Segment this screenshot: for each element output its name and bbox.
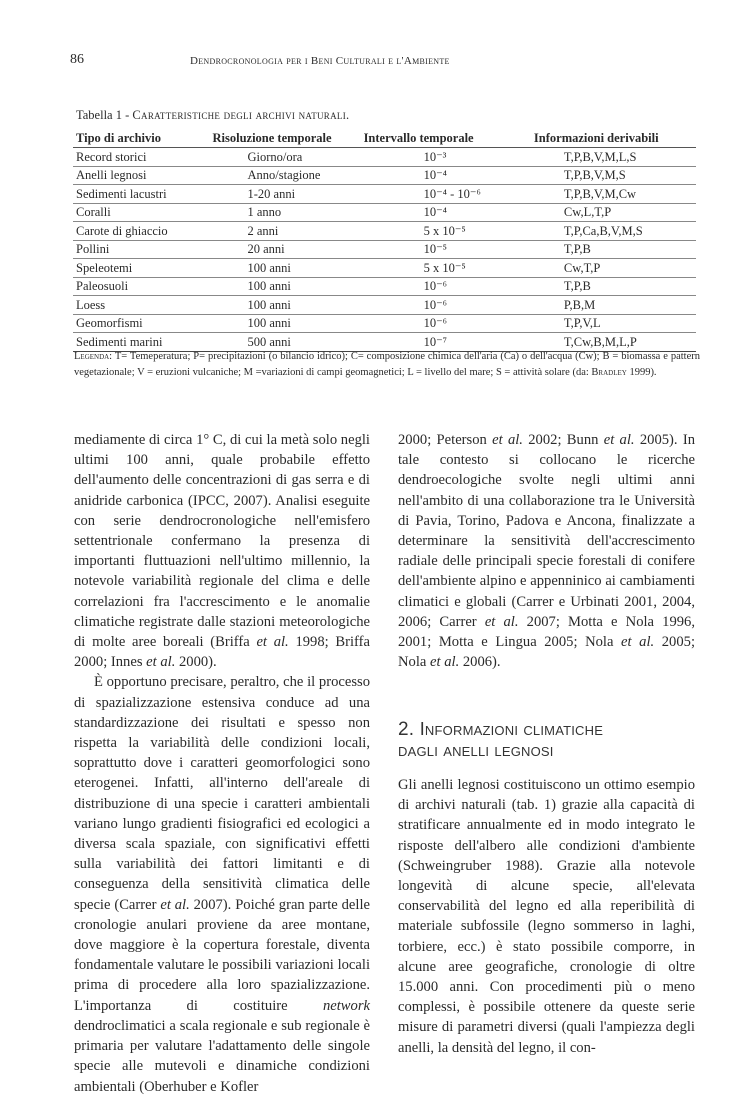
- table-cell-tipo: Sedimenti marini: [73, 333, 212, 352]
- legend-text: T= Temeperatura; P= precipitazioni (o bilancio idrico); C= composizione chimica dell'aria (Ca) o dell'acqua (Cw); B = biomassa e pattern vegetazionale; V = eruzioni vulcaniche; M =variazioni di campi geomagnetici; L = livello del mare; S = attività solare (da:: [74, 351, 700, 378]
- text-run-italic: et al.: [484, 613, 519, 630]
- table-row: [73, 203, 696, 222]
- table-cell-risoluzione: 100 anni: [212, 277, 363, 296]
- table-cell-intervallo: 10⁻⁶: [364, 314, 534, 333]
- table-cell-info: T,P,Ca,B,V,M,S: [534, 222, 696, 241]
- table-cell-info: T,P,B,V,M,S: [534, 166, 696, 185]
- table-cell-tipo: Coralli: [73, 203, 212, 222]
- table-cell-tipo: Pollini: [73, 240, 212, 259]
- section-title-line-1: Informazioni climatiche: [419, 719, 604, 739]
- table-cell-info: T,P,V,L: [534, 314, 696, 333]
- paragraph: [398, 430, 695, 672]
- section-heading: [398, 719, 698, 761]
- left-column: [74, 430, 370, 1097]
- table-cell-intervallo: 5 x 10⁻⁵: [364, 259, 534, 278]
- text-run: È opportuno precisare, peraltro, che il processo di spazializzazione estensiva conduce ad una standardizzazione dei risultati e spesso non rispetta la variabilità delle condizioni locali, soprattutto dove i caratteri geomorfologici sono eterogenei. Infatti, all'interno dell'areale di distribuzione di una specie i caratteri ambientali variano lungo gradienti fisiografici ed ecologici a diversa scala spaziale, con significativi effetti sulla variabilità dei fattori limitanti e di conseguenza della sensitività climatica delle specie (Carrer: [74, 674, 370, 913]
- table-row: [73, 148, 696, 167]
- table-cell-info: T,P,B: [534, 277, 696, 296]
- text-run: 2000; Peterson: [398, 432, 493, 448]
- table-header-row: [73, 128, 696, 148]
- text-run-italic: et al.: [621, 634, 655, 651]
- table-row: [73, 240, 696, 259]
- table-cell-info: P,B,M: [534, 296, 696, 315]
- text-run: 2007; Motta e Nola 1996, 2001; Motta e Lingua 2005; Nola: [398, 613, 696, 651]
- text-run-italic: et al.: [492, 432, 523, 448]
- table-cell-tipo: Sedimenti lacustri: [73, 185, 212, 204]
- paragraph: [74, 430, 370, 672]
- text-run: dendroclimatici a scala regionale e sub regionale è primaria per valutare l'adattamento delle singole specie alle mutevoli e dinamiche condizioni ambientali (Oberhuber e Kofler: [74, 1017, 370, 1095]
- text-run: mediamente di circa 1° C, di cui la metà solo negli ultimi 100 anni, quale probabile effetto dell'aumento delle concentrazioni di gas serra e di anidride carbonica (IPCC, 2007). Analisi eseguite con serie dendrocronologiche nell'emisfero settentrionale confermano la presenza di importanti fluttuazioni nell'ultimo millennio, la notevole variabilità regionale del clima e delle correlazioni fra l'accrescimento e le anomalie climatiche registrate dalle stazioni meteorologiche di molte aree boreali (Briffa: [74, 432, 370, 651]
- legend-end: 1999).: [626, 366, 657, 378]
- table-row: [73, 185, 696, 204]
- table-cell-risoluzione: 20 anni: [212, 240, 363, 259]
- paragraph: Gli anelli legnosi costituiscono un ottimo esempio di archivi naturali (tab. 1) grazie alla capacità di stratificare annualmente ed in modo integrato le risposte dell'albero alle condizioni d'ambiente (Schweingruber 1988). Grazie alla notevole longevità di alcune specie, all'elevata conservabilità del legno ed alla reperibilità di materiale subfossile (legno sommerso in laghi, torbiere, ecc.) è stato possibile comporre, in alcune aree geografiche, cronologie di oltre 15.000 anni. Con procedimenti più o meno complessi, è possibile ottenere da queste serie misure di parametri diversi (quali l'ampiezza degli anelli, la densità del legno, il con-: [398, 777, 695, 1056]
- table-cell-tipo: Loess: [73, 296, 212, 315]
- table-cell-risoluzione: 1-20 anni: [212, 185, 363, 204]
- table-cell-tipo: Speleotemi: [73, 259, 212, 278]
- table-cell-tipo: Record storici: [73, 148, 212, 167]
- table-cell-tipo: Anelli legnosi: [73, 166, 212, 185]
- table-cell-risoluzione: 500 anni: [212, 333, 363, 352]
- table-cell-risoluzione: 100 anni: [212, 296, 363, 315]
- text-run: 2002; Bunn: [522, 432, 604, 448]
- page-number: 86: [70, 52, 84, 67]
- table-cell-intervallo: 10⁻⁴ - 10⁻⁶: [364, 185, 534, 204]
- right-column: [398, 430, 695, 672]
- table-cell-intervallo: 10⁻⁶: [364, 296, 534, 315]
- text-run-italic: et al.: [160, 896, 190, 913]
- text-run: 2005; Nola: [398, 634, 695, 671]
- table-row: [73, 296, 696, 315]
- table-cell-risoluzione: 2 anni: [212, 222, 363, 241]
- table-cell-info: T,Cw,B,M,L,P: [534, 333, 696, 352]
- table-row: [73, 259, 696, 278]
- table-cell-info: T,P,B,V,M,L,S: [534, 148, 696, 167]
- table-cell-intervallo: 10⁻⁵: [364, 240, 534, 259]
- table-caption-label: Tabella 1 -: [76, 108, 133, 122]
- table-cell-intervallo: 10⁻⁷: [364, 333, 534, 352]
- column-header: Tipo di archivio: [73, 128, 212, 148]
- text-run-italic: network: [322, 997, 370, 1014]
- running-head: Dendrocronologia per i Beni Culturali e l'Ambiente: [190, 55, 450, 67]
- table-cell-info: T,P,B,V,M,Cw: [534, 185, 696, 204]
- table-cell-info: T,P,B: [534, 240, 696, 259]
- text-run: 2005). In tale contesto si collocano le ricerche dendroecologiche svolte negli ultimi anni nell'ambito di una collaborazione tra le Università di Pavia, Torino, Padova e Ancona, finalizzate a determinare la sensitività dell'accrescimento radiale delle principali specie forestali di conifere dell'ambiente alpino e appenninico ai cambiamenti climatici e globali (Carrer e Urbinati 2001, 2004, 2006; Carrer: [398, 432, 696, 630]
- table-legend: [74, 349, 700, 380]
- right-column-section-body: [398, 775, 695, 1058]
- table-row: [73, 314, 696, 333]
- table-cell-risoluzione: 100 anni: [212, 314, 363, 333]
- column-header: Intervallo temporale: [364, 128, 534, 148]
- table-cell-risoluzione: Giorno/ora: [212, 148, 363, 167]
- column-header: Informazioni derivabili: [534, 128, 696, 148]
- table-cell-tipo: Paleosuoli: [73, 277, 212, 296]
- section-title-line-2: dagli anelli legnosi: [398, 740, 554, 760]
- table-cell-info: Cw,L,T,P: [534, 203, 696, 222]
- table-cell-tipo: Carote di ghiaccio: [73, 222, 212, 241]
- legend-source: Bradley: [591, 366, 627, 378]
- paragraph: [74, 672, 370, 1096]
- text-run: 2006).: [459, 654, 501, 671]
- text-run-italic: et al.: [603, 432, 635, 448]
- column-header: Risoluzione temporale: [212, 128, 363, 148]
- table-caption: [76, 108, 349, 123]
- table-row: [73, 277, 696, 296]
- table-cell-tipo: Geomorfismi: [73, 314, 212, 333]
- archives-table: [73, 128, 696, 352]
- table-cell-risoluzione: Anno/stagione: [212, 166, 363, 185]
- table-cell-info: Cw,T,P: [534, 259, 696, 278]
- text-run-italic: et al.: [256, 634, 289, 651]
- legend-label: Legenda:: [74, 351, 113, 362]
- table-cell-intervallo: 10⁻³: [364, 148, 534, 167]
- section-number: 2.: [398, 719, 420, 740]
- table-cell-intervallo: 10⁻⁶: [364, 277, 534, 296]
- table-row: [73, 222, 696, 241]
- table-cell-risoluzione: 1 anno: [212, 203, 363, 222]
- table-row: [73, 166, 696, 185]
- table-caption-title: Caratteristiche degli archivi naturali.: [132, 108, 350, 122]
- table-cell-risoluzione: 100 anni: [212, 259, 363, 278]
- text-run: 2007). Poiché gran parte delle cronologie anulari proviene da aree montane, dove maggiore è la copertura forestale, diventa fondamentale valutare le possibili variazioni locali prima di procedere alla loro spazializzazione. L'importanza di costituire: [74, 896, 370, 1014]
- table-body: [73, 148, 696, 352]
- table-cell-intervallo: 5 x 10⁻⁵: [364, 222, 534, 241]
- text-run: 2000).: [175, 654, 217, 671]
- table-cell-intervallo: 10⁻⁴: [364, 203, 534, 222]
- table-cell-intervallo: 10⁻⁴: [364, 166, 534, 185]
- text-run-italic: et al.: [146, 654, 176, 671]
- text-run-italic: et al.: [430, 654, 460, 671]
- text-run: 1998; Briffa 2000; Innes: [74, 634, 370, 671]
